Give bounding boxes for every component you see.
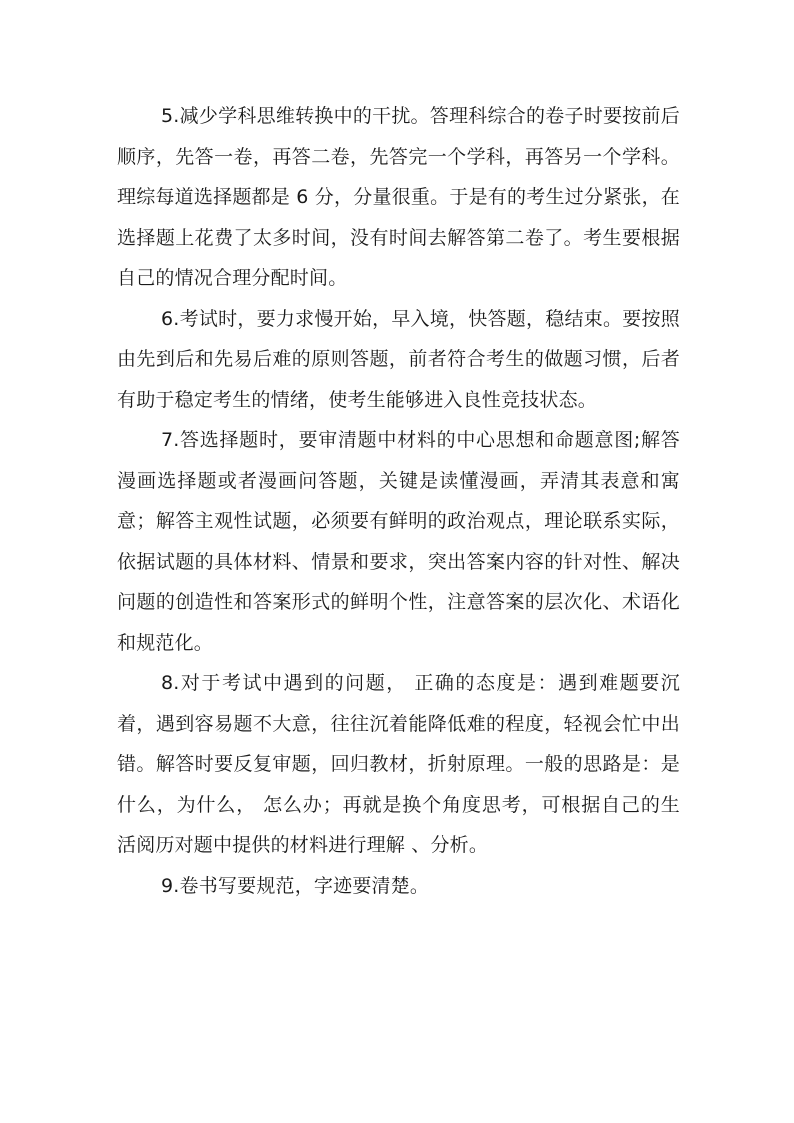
document-body [117, 96, 680, 906]
paragraph-8: 8.对于考试中遇到的问题， 正确的态度是：遇到难题要沉着，遇到容易题不大意，往往沉着能降低难的程度，轻视会忙中出错。解答时要反复审题，回归教材，折射原理。一般的思路是：是什么，为什么， 怎么办；再就是换个角度思考，可根据自己的生活阅历对题中提供的材料进行理解 、分析。 [117, 672, 680, 856]
paragraph-9: 9.卷书写要规范，字迹要清楚。 [161, 874, 430, 897]
paragraph-6: 6.考试时，要力求慢开始，早入境，快答题，稳结束。要按照由先到后和先易后难的原则答题，前者符合考生的做题习惯，后者有助于稳定考生的情绪，使考生能够进入良性竞技状态。 [117, 307, 680, 411]
paragraph-7: 7.答选择题时，要审清题中材料的中心思想和命题意图;解答漫画选择题或者漫画问答题，关键是读懂漫画，弄清其表意和寓意；解答主观性试题，必须要有鲜明的政治观点，理论联系实际，依据试题的具体材料、情景和要求，突出答案内容的针对性、解决问题的创造性和答案形式的鲜明个性，注意答案的层次化、术语化和规范化。 [117, 429, 680, 654]
paragraph-5: 5.减少学科思维转换中的干扰。答理科综合的卷子时要按前后顺序，先答一卷，再答二卷，先答完一个学科，再答另一个学科。理综每道选择题都是 6 分，分量很重。于是有的考生过分紧张，在选择题上花费了太多时间，没有时间去解答第二卷了。考生要根据自己的情况合理分配时间。 [117, 105, 680, 289]
